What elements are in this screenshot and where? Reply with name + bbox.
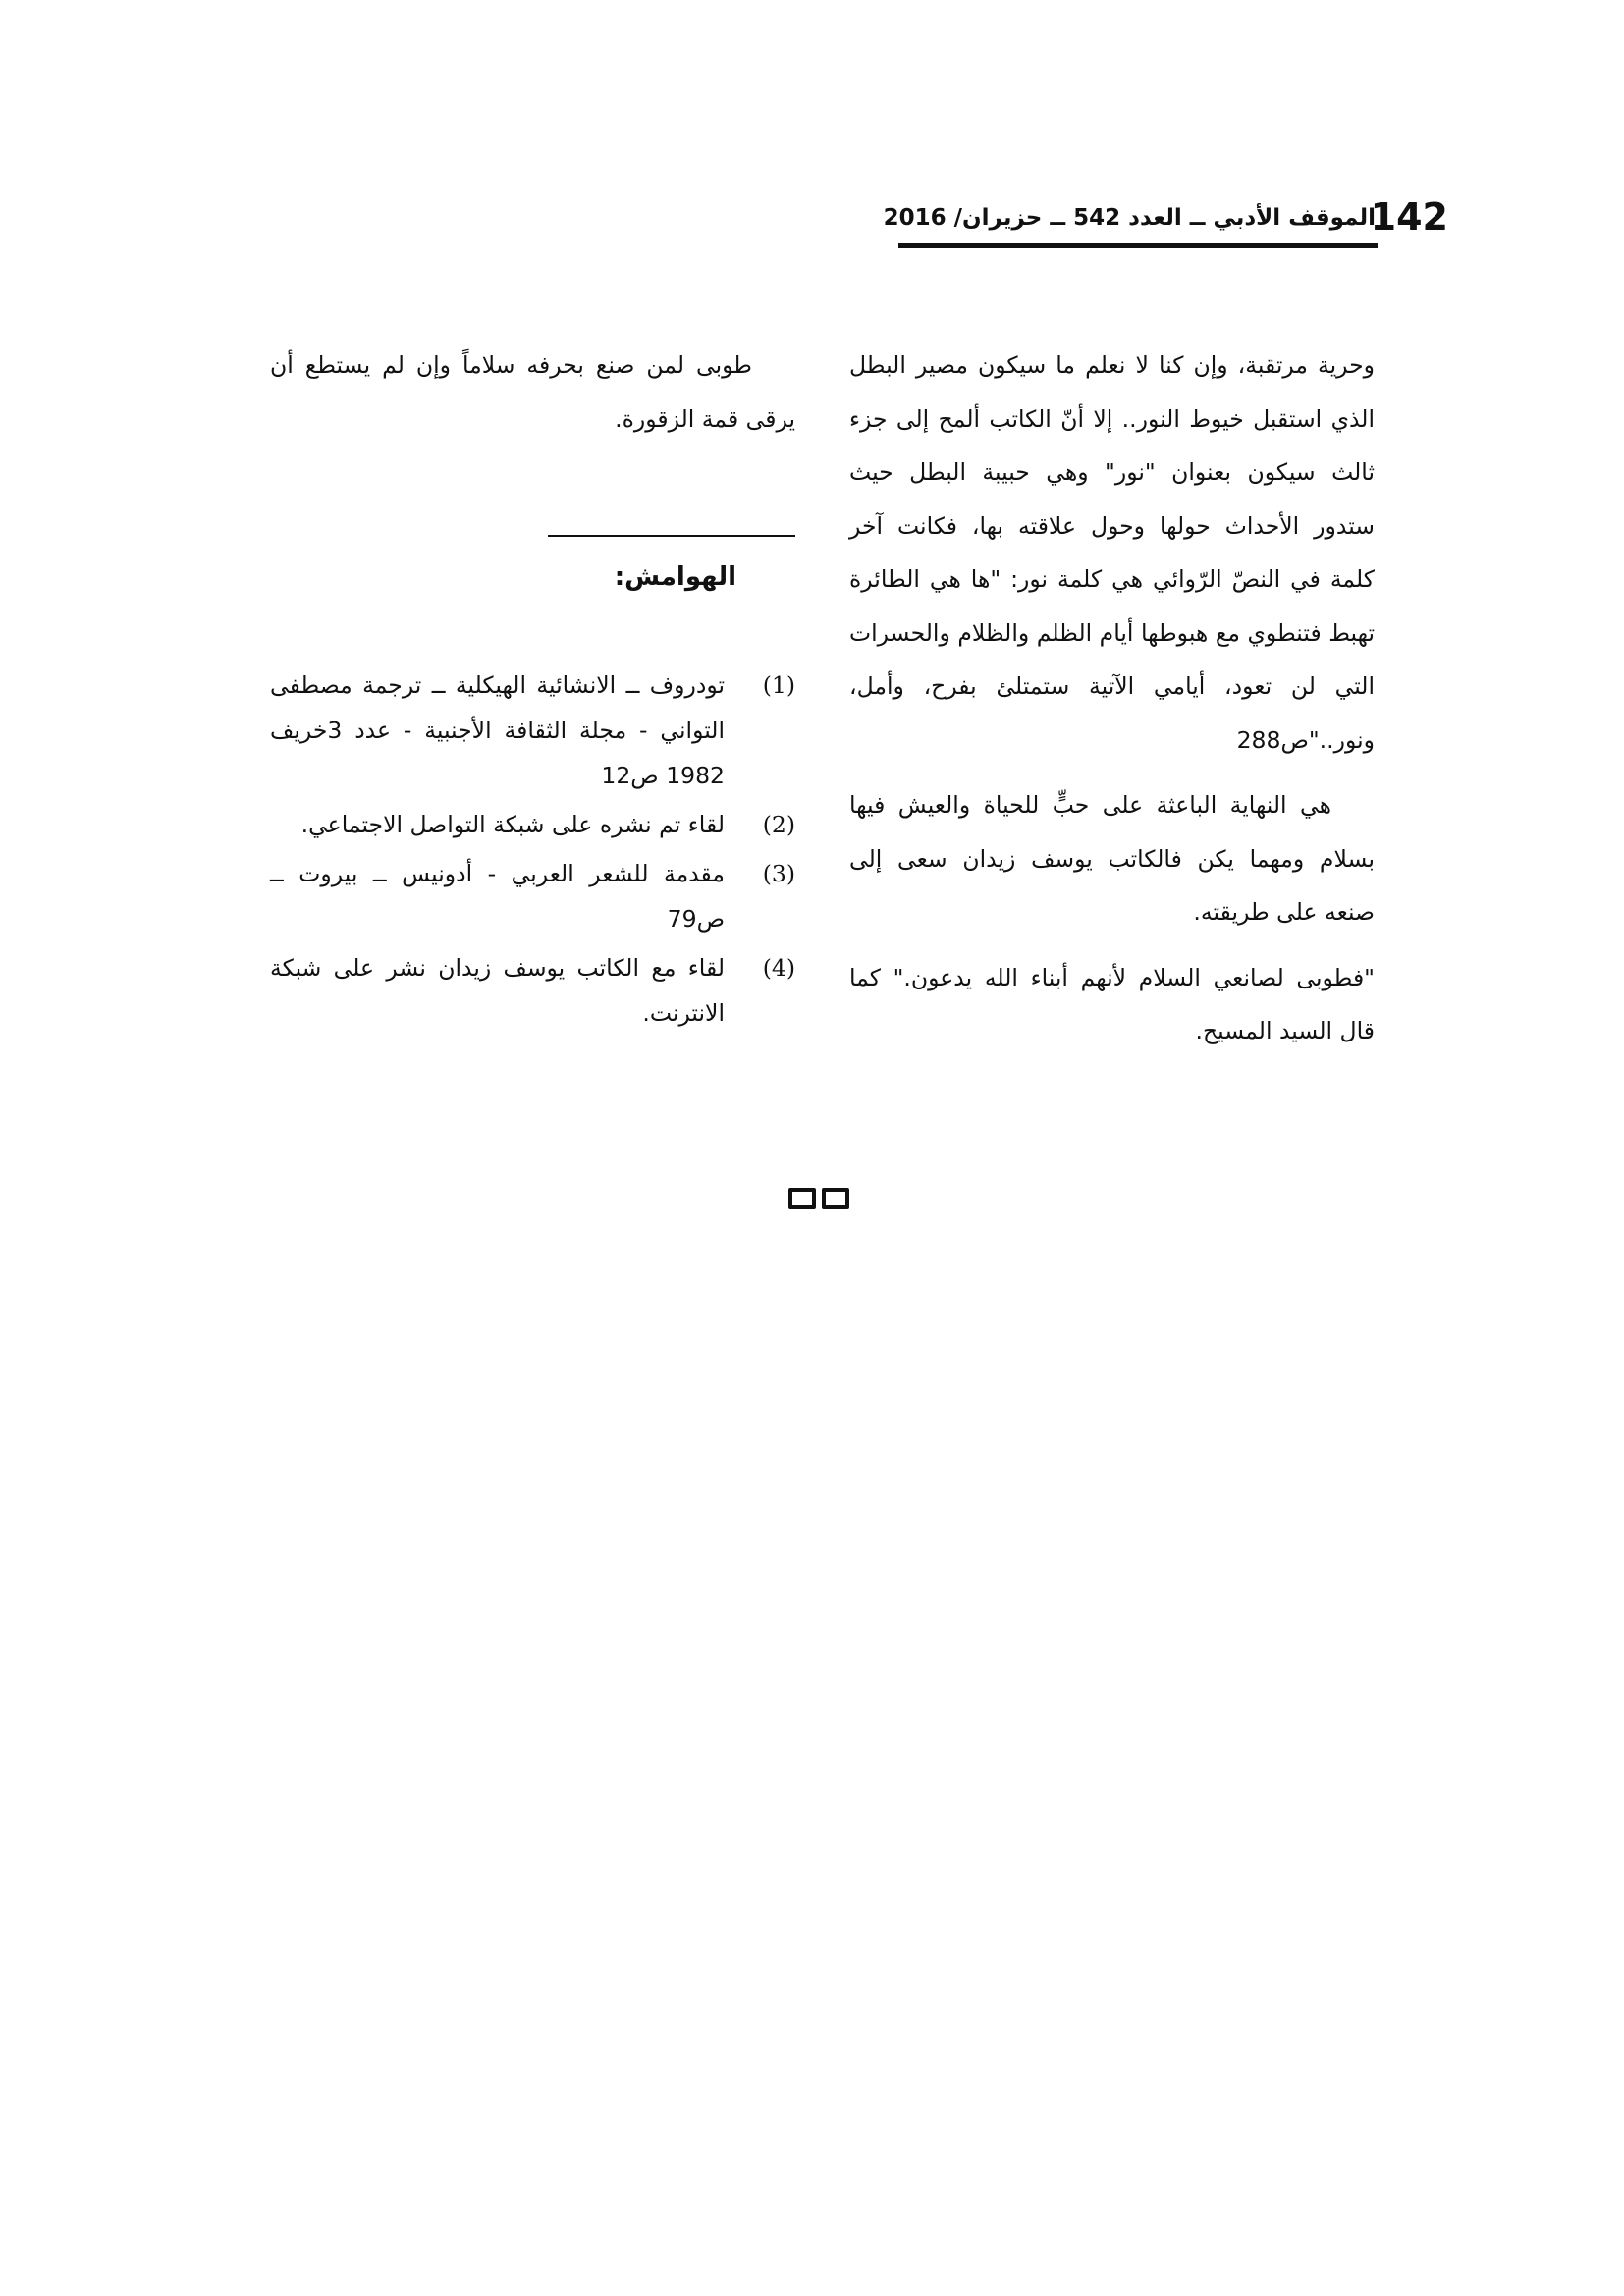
footnote-item — [270, 802, 795, 847]
footnote-item — [270, 945, 795, 1036]
footnote-text: لقاء تم نشره على شبكة التواصل الاجتماعي. — [300, 811, 725, 838]
header-rule — [898, 243, 1378, 248]
footnote-number: (3) — [762, 860, 795, 887]
body-paragraph: "فطوبى لصانعي السلام لأنهم أبناء الله يدعون." كما قال السيد المسيح. — [849, 963, 1375, 1044]
footnote-item — [270, 851, 795, 941]
footnote-separator — [548, 535, 795, 537]
left-column — [270, 339, 795, 457]
right-column — [849, 339, 1375, 1070]
journal-issue-line: الموقف الأدبي ــ العدد 542 ــ حزيران/ 2016 — [883, 205, 1376, 231]
footnote-item — [270, 663, 795, 798]
footnote-number: (4) — [762, 954, 795, 982]
footnote-text: مقدمة للشعر العربي - أدونيس ــ بيروت ــ ص79 — [270, 860, 725, 933]
end-square-icon — [822, 1188, 849, 1209]
end-square-icon — [788, 1188, 816, 1209]
notes-heading: الهوامش: — [614, 562, 736, 592]
footnote-number: (2) — [762, 811, 795, 838]
body-paragraph: طوبى لمن صنع بحرفه سلاماً وإن لم يستطع أن يرقى قمة الزقورة. — [270, 351, 795, 433]
footnotes-list — [270, 663, 795, 1040]
article-end-mark — [788, 1188, 849, 1209]
body-paragraph: وحرية مرتقبة، وإن كنا لا نعلم ما سيكون مصير البطل الذي استقبل خيوط النور.. إلا أنّ الكاتب ألمح إلى جزء ثالث سيكون بعنوان "نور" وهي حبيبة البطل حيث ستدور الأحداث حولها وحول علاقته بها، فكانت آخر كلمة في النصّ الرّوائي هي كلمة نور: "ها هي الطائرة تهبط فتنطوي مع هبوطها أيام الظلم والظلام والحسرات التي لن تعود، أيامي الآتية ستمتلئ بفرح، وأمل، ونور.."ص288 — [849, 351, 1375, 754]
running-header — [883, 192, 1448, 251]
body-paragraph: هي النهاية الباعثة على حبٍّ للحياة والعيش فيها بسلام ومهما يكن فالكاتب يوسف زيدان سعى إلى صنعه على طريقته. — [849, 791, 1375, 926]
page-number: 142 — [1370, 195, 1448, 239]
footnote-number: (1) — [762, 671, 795, 699]
footnote-text: تودروف ــ الانشائية الهيكلية ــ ترجمة مصطفى التواني - مجلة الثقافة الأجنبية - عدد 3خريف 1982 ص12 — [270, 671, 725, 789]
footnote-text: لقاء مع الكاتب يوسف زيدان نشر على شبكة الانترنت. — [270, 954, 725, 1027]
